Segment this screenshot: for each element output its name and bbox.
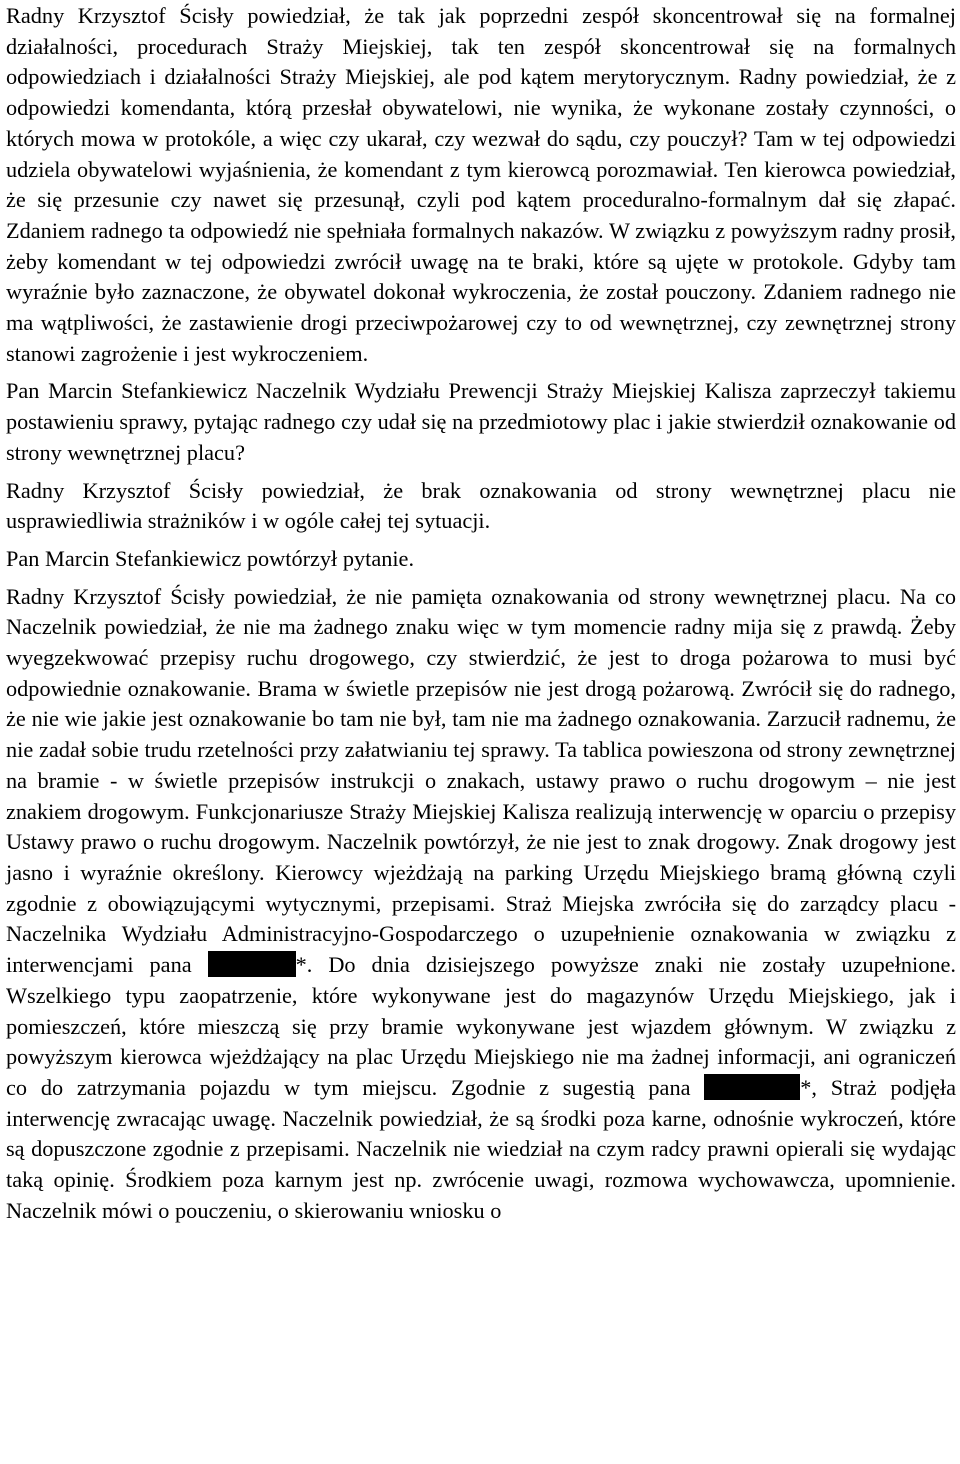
paragraph-text-part-2: *. Do dnia dzisiejszego powyższe znaki nie zostały uzupełnione. Wszelkiego typu zaopatrzenie, które wykonywane jest do magazynów Urzędu Miejskiego, jak i pomieszczeń, które mieszczą się przy bramie wykonywane jest wjazdem głównym. W związku z powyższym kierowca wjeżdżający na plac Urzędu Miejskiego nie ma żadnej informacji, ani ograniczeń co do zatrzymania pojazdu w tym miejscu. Zgodnie z sugestią pana — [6, 952, 956, 1100]
paragraph-text-part-3: *, Straż podjęła interwencję zwracając uwagę. Naczelnik powiedział, że są środki poza karne, odnośnie wykroczeń, które są dopuszczone zgodnie z przepisami. Naczelnik nie wiedział na czym radcy prawni opierali się wydając taką opinię. Środkiem poza karnym jest np. zwrócenie uwagi, rozmowa wychowawcza, upomnienie. Naczelnik mówi o pouczeniu, o skierowaniu wniosku o — [6, 1074, 957, 1223]
paragraph-scisly-reply: Radny Krzysztof Ścisły powiedział, że brak oznakowania od strony wewnętrznej placu nie usprawiedliwia strażników i w ogóle całej tej sytuacji. — [6, 477, 956, 534]
paragraph-scisly-statement: Radny Krzysztof Ścisły powiedział, że tak jak poprzedni zespół skoncentrował się na formalnej działalności, procedurach Straży Miejskiej, tak ten zespół skoncentrował się na formalnych odpowiedziach i działalności Straży Miejskiej, ale pod kątem merytorycznym. Radny powiedział, że z odpowiedzi komendanta, którą przesłał obywatelowi, nie wynika, że wykonane zostały czynności, o których mowa w protokóle, a więc czy ukarał, czy wezwał do sądu, czy pouczył? Tam w tej odpowiedzi udziela obywatelowi wyjaśnienia, że komendant z tym kierowcą porozmawiał. Ten kierowca powiedział, że się przesunie czy nawet się przesunął, czyli pod kątem proceduralno-formalnym dał się złapać. Zdaniem radnego ta odpowiedź nie spełniała formalnych nakazów. W związku z powyższym radny prosił, żeby komendant w tej odpowiedzi zwrócił uwagę na te braki, które są ujęte w protokole. Gdyby tam wyraźnie było zaznaczone, że obywatel dokonał wykroczenia, że został pouczony. Zdaniem radnego nie ma wątpliwości, że zastawienie drogi przeciwpożarowej czy to od wewnętrznej, czy zewnętrznej strony stanowi zagrożenie i jest wykroczeniem. — [6, 3, 956, 366]
paragraph-naczelnik-response — [6, 582, 956, 1227]
paragraph-text-part-1: Radny Krzysztof Ścisły powiedział, że nie pamięta oznakowania od strony wewnętrznej placu. Na co Naczelnik powiedział, że nie ma żadnego znaku więc w tym momencie radny mija się z prawdą. Żeby wyegzekwować przepisy ruchu drogowego, czy stwierdzić, że jest to droga pożarowa to musi być odpowiednie oznakowanie. Brama w świetle przepisów nie jest drogą pożarową. Zwrócił się do radnego, że nie wie jakie jest oznakowanie bo tam nie był, tam nie ma żadnego oznakowania. Zarzucił radnemu, że nie zadał sobie trudu rzetelności przy załatwianiu tej sprawy. Ta tablica powieszona od strony zewnętrznej na bramie - w świetle przepisów instrukcji o znakach, ustawy prawo o ruchu drogowym – nie jest znakiem drogowym. Funkcjonariusze Straży Miejskiej Kalisza realizują interwencję w oparciu o przepisy Ustawy prawo o ruchu drogowym. Naczelnik powtórzył, że nie jest to znak drogowy. Znak drogowy jest jasno i wyraźnie określony. Kierowcy wjeżdżają na parking Urzędu Miejskiego bramą główną czyli zgodnie z obowiązującymi wytycznymi, przepisami. Straż Miejska zwróciła się do zarządcy placu - Naczelnika Wydziału Administracyjno-Gospodarczego o uzupełnienie oznakowania w związku z interwencjami pana — [6, 583, 956, 978]
redaction-block — [704, 1074, 800, 1100]
paragraph-stefankiewicz-repeat: Pan Marcin Stefankiewicz powtórzył pytanie. — [6, 545, 415, 571]
paragraph-stefankiewicz-question: Pan Marcin Stefankiewicz Naczelnik Wydziału Prewencji Straży Miejskiej Kalisza zaprzeczył takiemu postawieniu sprawy, pytając radnego czy udał się na przedmiotowy plac i jakie stwierdził oznakowanie od strony wewnętrznej placu? — [6, 378, 956, 465]
redaction-block — [208, 951, 296, 977]
